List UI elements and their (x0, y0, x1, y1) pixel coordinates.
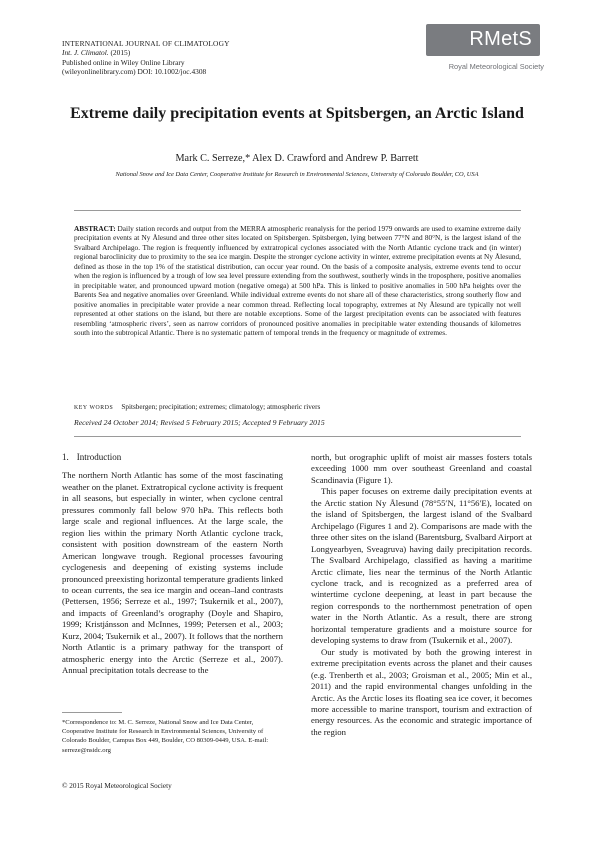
footnote (62, 718, 283, 755)
journal-abbrev: Int. J. Climatol. (62, 48, 109, 58)
section-heading (62, 452, 283, 463)
journal-year: (2015) (110, 48, 131, 58)
paragraph: Our study is motivated by both the growing interest in extreme precipitation events across the planet and their causes (e.g. Trenberth et al., 2003; Groisman et al., 2005; Min et al., 2011) and the rapid environmental changes unfolding in the Arctic. As the Arctic loses its floating sea ice cover, it becomes more accessible to marine transport, tourism and extraction of energy resources. As the economic and strategic importance of the region (311, 646, 532, 737)
submission-dates: Received 24 October 2014; Revised 5 February 2015; Accepted 9 February 2015 (74, 418, 325, 427)
footnote-rule (62, 712, 122, 713)
journal-doi: (wileyonlinelibrary.com) DOI: 10.1002/joc.4308 (62, 67, 207, 77)
abstract-label: ABSTRACT: (74, 224, 116, 233)
logo-mark: RMetS (469, 28, 532, 50)
journal-name: INTERNATIONAL JOURNAL OF CLIMATOLOGY (62, 39, 230, 48)
paragraph: The northern North Atlantic has some of the most fascinating weather on the planet. Extratropical cyclone activity is frequent in all seasons, but especially in winter, when cyclone central pressures commonly fall below 970 hPa. This reflects both large scale and regional influences. At the large scale, the region lies within the primary North Atlantic cyclone track, consistent with position downstream of the eastern North American longwave trough. Regional processes favouring cyclogenesis and deepening of existing systems include pronounced preexisting horizontal temperature gradients linked to ocean currents, the sea ice margin and ocean–land contrasts (Pettersen, 1956; Serreze et al., 1997; Tsukernik et al., 2007), and impacts of Greenland’s orography (Doyle and Shapiro, 1999; Kristjánsson and McInnes, 1999; Petersen et al., 2003; Kurz, 2004; Tsukernik et al., 2007). It follows that the northern North Atlantic is a primary pathway for the transport of atmospheric energy into the Arctic (Serreze et al., 2007). Annual precipitation totals decrease to the (62, 470, 283, 676)
journal-citation (62, 48, 322, 57)
footnote-text: Correspondence to: M. C. Serreze, National Snow and Ice Data Center, Cooperative Institute for Research in Environmental Sciences, University of Colorado Boulder, Campus Box 449, Boulder, CO 80309-0449, USA. E-mail: serreze@nsidc.org (62, 719, 269, 754)
right-column (311, 452, 532, 738)
paper-affiliation: National Snow and Ice Data Center, Cooperative Institute for Research in Environmental Sciences, University of Colorado Boulder, CO, USA (115, 171, 479, 178)
left-column (62, 452, 283, 677)
paragraph: north, but orographic uplift of moist air masses fosters totals exceeding 1000 mm over southeast Greenland and coastal Scandinavia (Figure 1). (311, 452, 532, 485)
logo-subtitle: Royal Meteorological Society (448, 62, 544, 71)
keywords-label: KEY WORDS (74, 405, 114, 411)
paragraph: This paper focuses on extreme daily precipitation events at the Arctic station Ny Ålesund (78°55′N, 11°56′E), located on the island of Spitsbergen, the largest island of the Svalbard Archipelago (Figures 1 and 2). Comparisons are made with the three other sites on the island (Barentsburg, Svalbard Airport at Longyearbyen, Sveagruva) having daily precipitation records. The Svalbard Archipelago, classified as having a maritime Arctic climate, lies near the terminus of the North Atlantic cyclone track, and is recognized as a preferred area of wintertime cyclone deepening, at least in part because the region corresponds to the northernmost penetration of open water in the North Atlantic. As a result, there are strong horizontal temperature gradients and a moisture source for developing systems to draw from (Tsukernik et al., 2007). (311, 486, 532, 646)
journal-published: Published online in Wiley Online Library (62, 57, 185, 67)
paper-authors: Mark C. Serreze,* Alex D. Crawford and Andrew P. Barrett (175, 153, 419, 164)
copyright: © 2015 Royal Meteorological Society (62, 782, 172, 790)
keywords (74, 403, 521, 411)
section-title: Introduction (76, 452, 122, 462)
rmets-logo (396, 24, 550, 74)
journal-header (62, 39, 322, 77)
keywords-text: Spitsbergen; precipitation; extremes; climatology; atmospheric rivers (121, 403, 321, 411)
abstract (74, 224, 521, 337)
section-number: 1. (62, 452, 69, 462)
paper-title: Extreme daily precipitation events at Spitsbergen, an Arctic Island (70, 105, 524, 122)
footnote-marker: * (62, 719, 66, 726)
abstract-top-rule (74, 210, 521, 211)
abstract-bottom-rule (74, 436, 521, 437)
abstract-text: Daily station records and output from the MERRA atmospheric reanalysis for the period 1979 onwards are used to examine extreme daily precipitation events at Ny Ålesund and three other sites located on Spitsbergen. Spitsbergen, lying between 77°N and 80°N, is the largest island of the Svalbard Archipelago. The region is frequently influenced by extratropical cyclones associated with the North Atlantic cyclone track and (in winter) regional baroclinicity due to proximity to the sea ice margin. Despite the stronger cyclone activity in winter, extreme precipitation events at Ny Ålesund, defined as those in the top 1% of the statistical distribution, can occur year round. On the basis of a composite analysis, extreme events tend to occur when the region is influenced by a trough of low sea level pressure extending from the southwest, southerly winds in the troposphere, positive anomalies in precipitable water, and pronounced upward motion (negative omega) at 500 hPa. This is linked to positive anomalies in 500 hPa heights over the Barents Sea and negative anomalies over Greenland. While individual extreme events do not share all of these characteristics, strong southerly flow and positive anomalies in precipitable water provide a near common thread. Reflecting local topography, extremes at Ny Ålesund are typically not well represented at other stations on the island, but there are notable exceptions. Some of the largest precipitation events can be associated with features resembling ‘atmospheric rivers’, seen as narrow corridors of pronounced positive anomalies in precipitable water extending thousands of kilometres south into the subtropical Atlantic. There is no systematic pattern of temporal trends in the frequency or magnitude of extremes. (74, 224, 522, 337)
